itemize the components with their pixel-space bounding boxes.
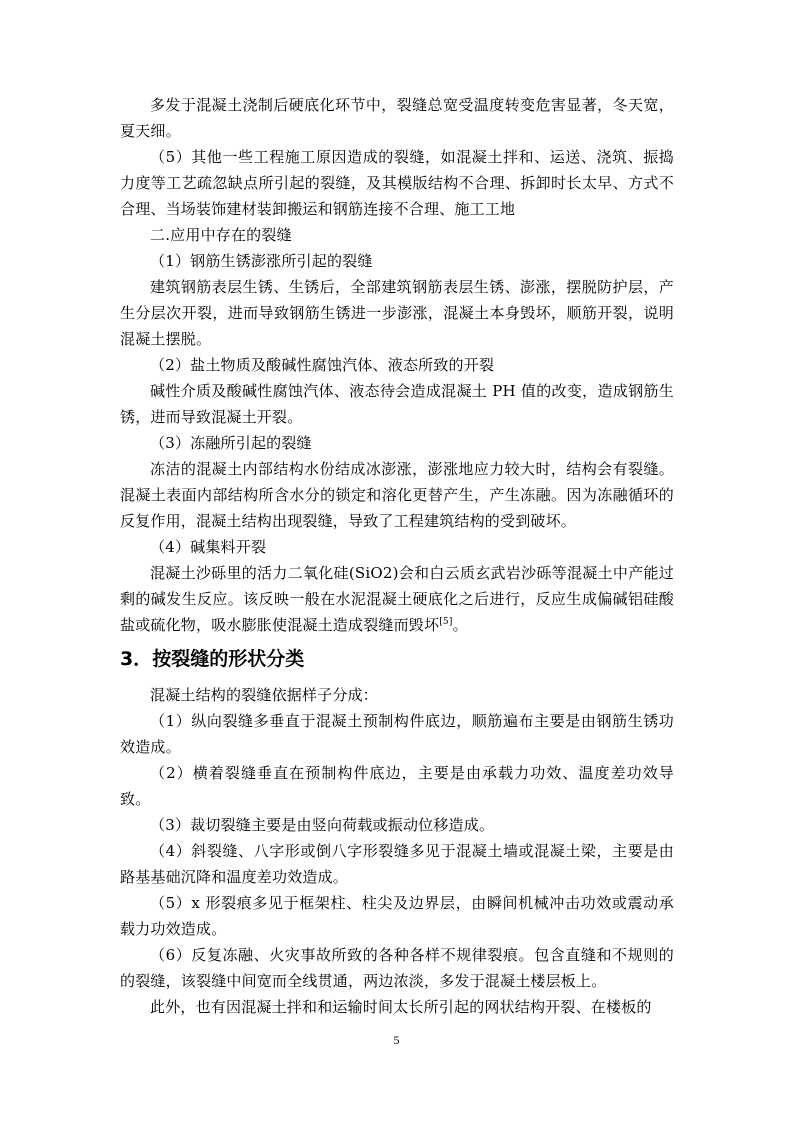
section-heading: 3．按裂缝的形状分类 (120, 648, 305, 670)
paragraph-salt-corrosion: 碱性介质及酸碱性腐蚀汽体、液态待会造成混凝土 PH 值的改变，造成钢筋生锈，进而导致混凝土开裂。 (120, 382, 674, 426)
item-freeze-thaw: （3）冻融所引起的裂缝 (150, 434, 312, 452)
citation-reference: [5] (439, 617, 453, 627)
item-longitudinal-crack: （1）纵向裂缝多垂直于混凝土预制构件底边，顺筋遍布主要是由钢筋生锈功效造成。 (120, 712, 674, 756)
item-salt-corrosion: （2）盐土物质及酸碱性腐蚀汽体、液态所致的开裂 (150, 356, 495, 374)
page-number: 5 (393, 1033, 400, 1047)
paragraph-freeze-thaw: 冻洁的混凝土内部结构水份结成冰澎涨，澎涨地应力较大时，结构会有裂缝。混凝土表面内部结构所含水分的锁定和溶化更替产生，产生冻融。因为冻融循环的反复作用，混凝土结构出现裂缝，导致了工程建筑结构的受到破坏。 (120, 460, 674, 530)
paragraph-seasonal-crack-width: 多发于混凝土浇制后硬底化环节中，裂缝总宽受温度转变危害显著，冬天宽，夏天细。 (120, 96, 674, 140)
paragraph-construction-causes: （5）其他一些工程施工原因造成的裂缝，如混凝土拌和、运送、浇筑、振捣力度等工艺疏忽缺点所引起的裂缝，及其模版结构不合理、拆卸时长太早、方式不合理、当场装饰建材装卸搬运和钢筋连接不合理、施工工地 (120, 148, 674, 218)
paragraph-shape-intro: 混凝土结构的裂缝依据样子分成： (150, 686, 379, 704)
subheading-in-use-cracks: 二.应用中存在的裂缝 (150, 226, 292, 244)
item-rebar-corrosion: （1）钢筋生锈澎涨所引起的裂缝 (150, 252, 373, 270)
item-x-shaped-crack: （5）x 形裂痕多见于框架柱、柱尖及边界层，由瞬间机械冲击功效或震动承载力功效造成。 (120, 894, 674, 938)
paragraph-alkali-end: 。 (452, 616, 468, 634)
item-irregular-crack: （6）反复冻融、火灾事故所致的各种各样不规律裂痕。包含直缝和不规则的的裂缝，该裂缝中间宽而全线贯通，两边浓淡，多发于混凝土楼层板上。 (120, 946, 674, 990)
page-content (120, 92, 674, 1020)
item-diagonal-crack: （4）斜裂缝、八字形或倒八字形裂缝多见于混凝土墙或混凝土梁，主要是由路基基础沉降和温度差功效造成。 (120, 842, 674, 886)
paragraph-rebar-corrosion: 建筑钢筋表层生锈、生锈后，全部建筑钢筋表层生锈、澎涨，摆脱防护层，产生分层次开裂，进而导致钢筋生锈进一步澎涨，混凝土本身毁坏，顺筋开裂，说明混凝土摆脱。 (120, 278, 674, 348)
paragraph-alkali-aggregate (120, 560, 674, 638)
paragraph-alkali-text: 混凝土沙砾里的活力二氧化硅(SiO2)会和白云质玄武岩沙砾等混凝土中产能过剩的碱发生反应。该反映一般在水泥混凝土硬底化之后进行，反应生成偏碱铝硅酸盐或硫化物，吸水膨胀使混凝土造成裂缝而毁坏 (120, 564, 674, 634)
item-shear-crack: （3）裁切裂缝主要是由竖向荷载或振动位移造成。 (150, 816, 495, 834)
paragraph-network-crack: 此外，也有因混凝土拌和和运输时间太长所引起的网状结构开裂、在楼板的 (150, 998, 652, 1016)
item-alkali-aggregate: （4）碱集料开裂 (150, 538, 267, 556)
item-transverse-crack: （2）横着裂缝垂直在预制构件底边，主要是由承载力功效、温度差功效导致。 (120, 764, 674, 808)
